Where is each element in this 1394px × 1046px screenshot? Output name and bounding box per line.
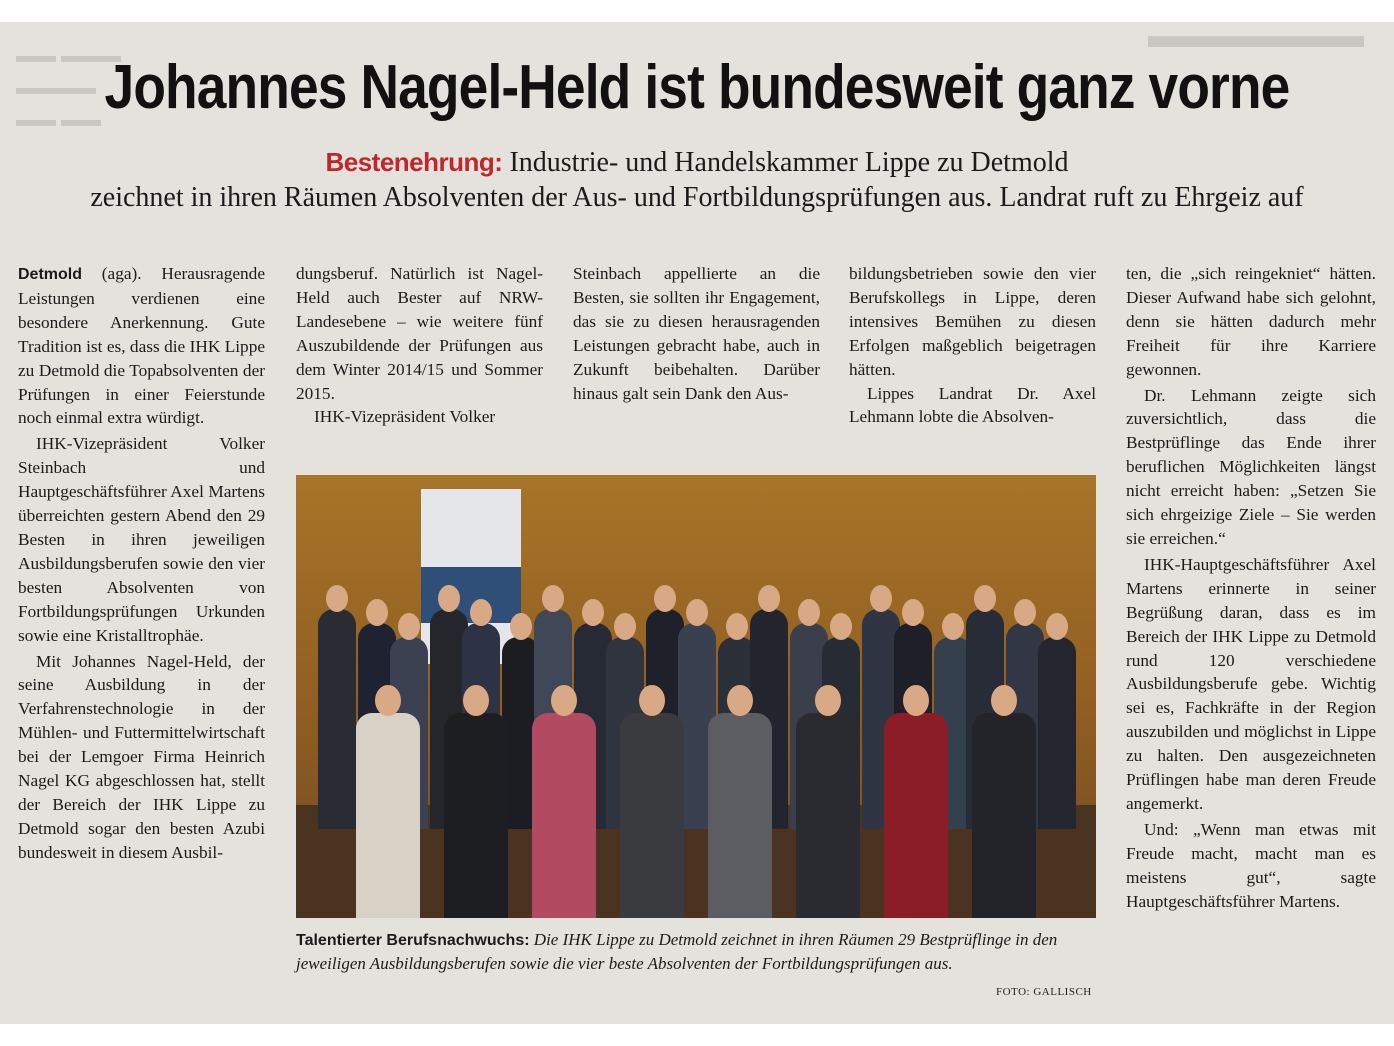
person-head [551, 685, 577, 716]
person-head [942, 613, 964, 640]
col4-paragraph-1: bildungsbetrieben sowie den vier Berufskollegs in Lippe, deren intensives Bemühen zu diesen Erfolgen maßgeblich beigetragen hätten. [849, 264, 1096, 379]
person-head [639, 685, 665, 716]
col4-paragraph-2: Lippes Landrat Dr. Axel Lehmann lobte die Absolven- [849, 383, 1096, 427]
col1-paragraph-2: IHK-Vizepräsident Volker Steinbach und Hauptgeschäftsführer Axel Martens überreichten gestern Abend den 29 Besten in ihren jeweiligen Ausbildungsberufen sowie den vier besten Absolventen von Fortbildungsprüfungen Urkunden sowie eine Kristalltrophäe. [18, 434, 265, 645]
person-head [830, 613, 852, 640]
person-head [902, 599, 924, 626]
caption-text: Die IHK Lippe zu Detmold zeichnet in ihren Räumen 29 Bestprüflinge in den jeweiligen Ausbildungsberufen sowie die vier beste Absolventen der Fortbildungsprüfungen aus. [296, 930, 1058, 973]
person-silhouette [318, 609, 356, 829]
person-silhouette [972, 713, 1036, 918]
col5-paragraph-3: IHK-Hauptgeschäftsführer Axel Martens erinnerte in seiner Begrüßung daran, dass es im Bereich der IHK Lippe zu Detmold rund 120 verschiedene Ausbildungsberufe gebe. Wichtig sei es, Fachkräfte in der Region auszubilden und möglichst in Lippe zu halten. Den ausgezeichneten Prüflingen habe man deren Freude angemerkt. [1126, 554, 1376, 813]
person-head [542, 585, 564, 612]
text-column-4 [849, 262, 1096, 429]
person-silhouette [356, 713, 420, 918]
person-head [366, 599, 388, 626]
person-head [798, 599, 820, 626]
person-head [438, 585, 460, 612]
person-head [815, 685, 841, 716]
article-headline: Johannes Nagel-Held ist bundesweit ganz vorne [104, 53, 1290, 122]
person-head [903, 685, 929, 716]
col2-paragraph-1: dungsberuf. Natürlich ist Nagel-Held auch Bester auf NRW-Landesebene – wie weitere fünf Auszubildende der Prüfungen aus dem Winter 2014/15 und Sommer 2015. [296, 264, 543, 403]
person-head [470, 599, 492, 626]
person-head [614, 613, 636, 640]
person-silhouette [532, 713, 596, 918]
text-column-3 [573, 262, 820, 405]
person-head [727, 685, 753, 716]
person-head [326, 585, 348, 612]
person-head [398, 613, 420, 640]
person-head [1046, 613, 1068, 640]
person-silhouette [884, 713, 948, 918]
article-subhead [0, 145, 1394, 215]
person-head [375, 685, 401, 716]
person-silhouette [708, 713, 772, 918]
caption-label: Talentierter Berufsnachwuchs: [296, 932, 530, 949]
col5-paragraph-1: ten, die „sich reingekniet“ hätten. Dieser Aufwand habe sich gelohnt, denn sie hätten dadurch mehr Freiheit für ihre Karriere gewonnen. [1126, 264, 1376, 379]
col2-paragraph-2: IHK-Vizepräsident Volker [314, 407, 496, 427]
person-head [726, 613, 748, 640]
person-head [991, 685, 1017, 716]
newspaper-clipping [0, 22, 1394, 1024]
text-column-2 [296, 262, 543, 429]
person-silhouette [796, 713, 860, 918]
col1-paragraph-3: Mit Johannes Nagel-Held, der seine Ausbildung in der Verfahrenstechnologie in der Mühlen- und Futtermittelwirtschaft bei der Lemgoer Firma Heinrich Nagel KG abgeschlossen hat, stellt der Bereich der IHK Lippe zu Detmold sogar den besten Azubi bundesweit in diesem Ausbil- [18, 651, 265, 862]
person-head [463, 685, 489, 716]
person-silhouette [1038, 637, 1076, 829]
text-column-1 [18, 262, 265, 865]
person-silhouette [444, 713, 508, 918]
subhead-line-2: zeichnet in ihren Räumen Absolventen der Aus- und Fortbildungsprüfungen aus. Landrat ruft zu Ehrgeiz auf [90, 182, 1304, 213]
person-head [974, 585, 996, 612]
person-head [686, 599, 708, 626]
person-head [758, 585, 780, 612]
person-head [1014, 599, 1036, 626]
photo-caption [296, 928, 1096, 975]
col1-paragraph-1: (aga). Herausragende Leistungen verdienen eine besondere Anerkennung. Gute Tradition ist es, dass die IHK Lippe zu Detmold die Topabsolventen der Prüfungen in einer Feierstunde noch einmal extra würdigt. [18, 264, 265, 428]
col5-paragraph-4: Und: „Wenn man etwas mit Freude macht, macht man es meistens gut“, sagte Hauptgeschäftsführer Martens. [1126, 819, 1376, 911]
dateline: Detmold [18, 266, 82, 283]
person-silhouette [620, 713, 684, 918]
subhead-line-1: Industrie- und Handelskammer Lippe zu Detmold [509, 147, 1069, 178]
col5-paragraph-2: Dr. Lehmann zeigte sich zuversichtlich, dass die Bestprüflinge das Ende ihrer beruflichen Möglichkeiten längst nicht erreicht haben: „Setzen Sie sich ehrgeizige Ziele – Sie werden sie erreichen.“ [1126, 385, 1376, 548]
adjacent-article-bleed: ▬▬ ▬▬▬ ▬▬▬▬ ▬▬ ▬▬ [16, 45, 121, 131]
adjacent-headline-bleed: ▬▬▬▬▬▬ [1148, 22, 1364, 55]
article-kicker: Bestenehrung: [325, 147, 503, 177]
person-head [510, 613, 532, 640]
person-head [582, 599, 604, 626]
col3-paragraph-1: Steinbach appellierte an die Besten, sie sollten ihr Engagement, das sie zu diesen herausragenden Leistungen gebracht habe, auch in Zukunft beibehalten. Darüber hinaus galt sein Dank den Aus- [573, 264, 820, 403]
person-head [870, 585, 892, 612]
person-head [654, 585, 676, 612]
group-photo [296, 475, 1096, 918]
photo-credit: FOTO: GALLISCH [996, 986, 1092, 998]
text-column-5 [1126, 262, 1376, 913]
